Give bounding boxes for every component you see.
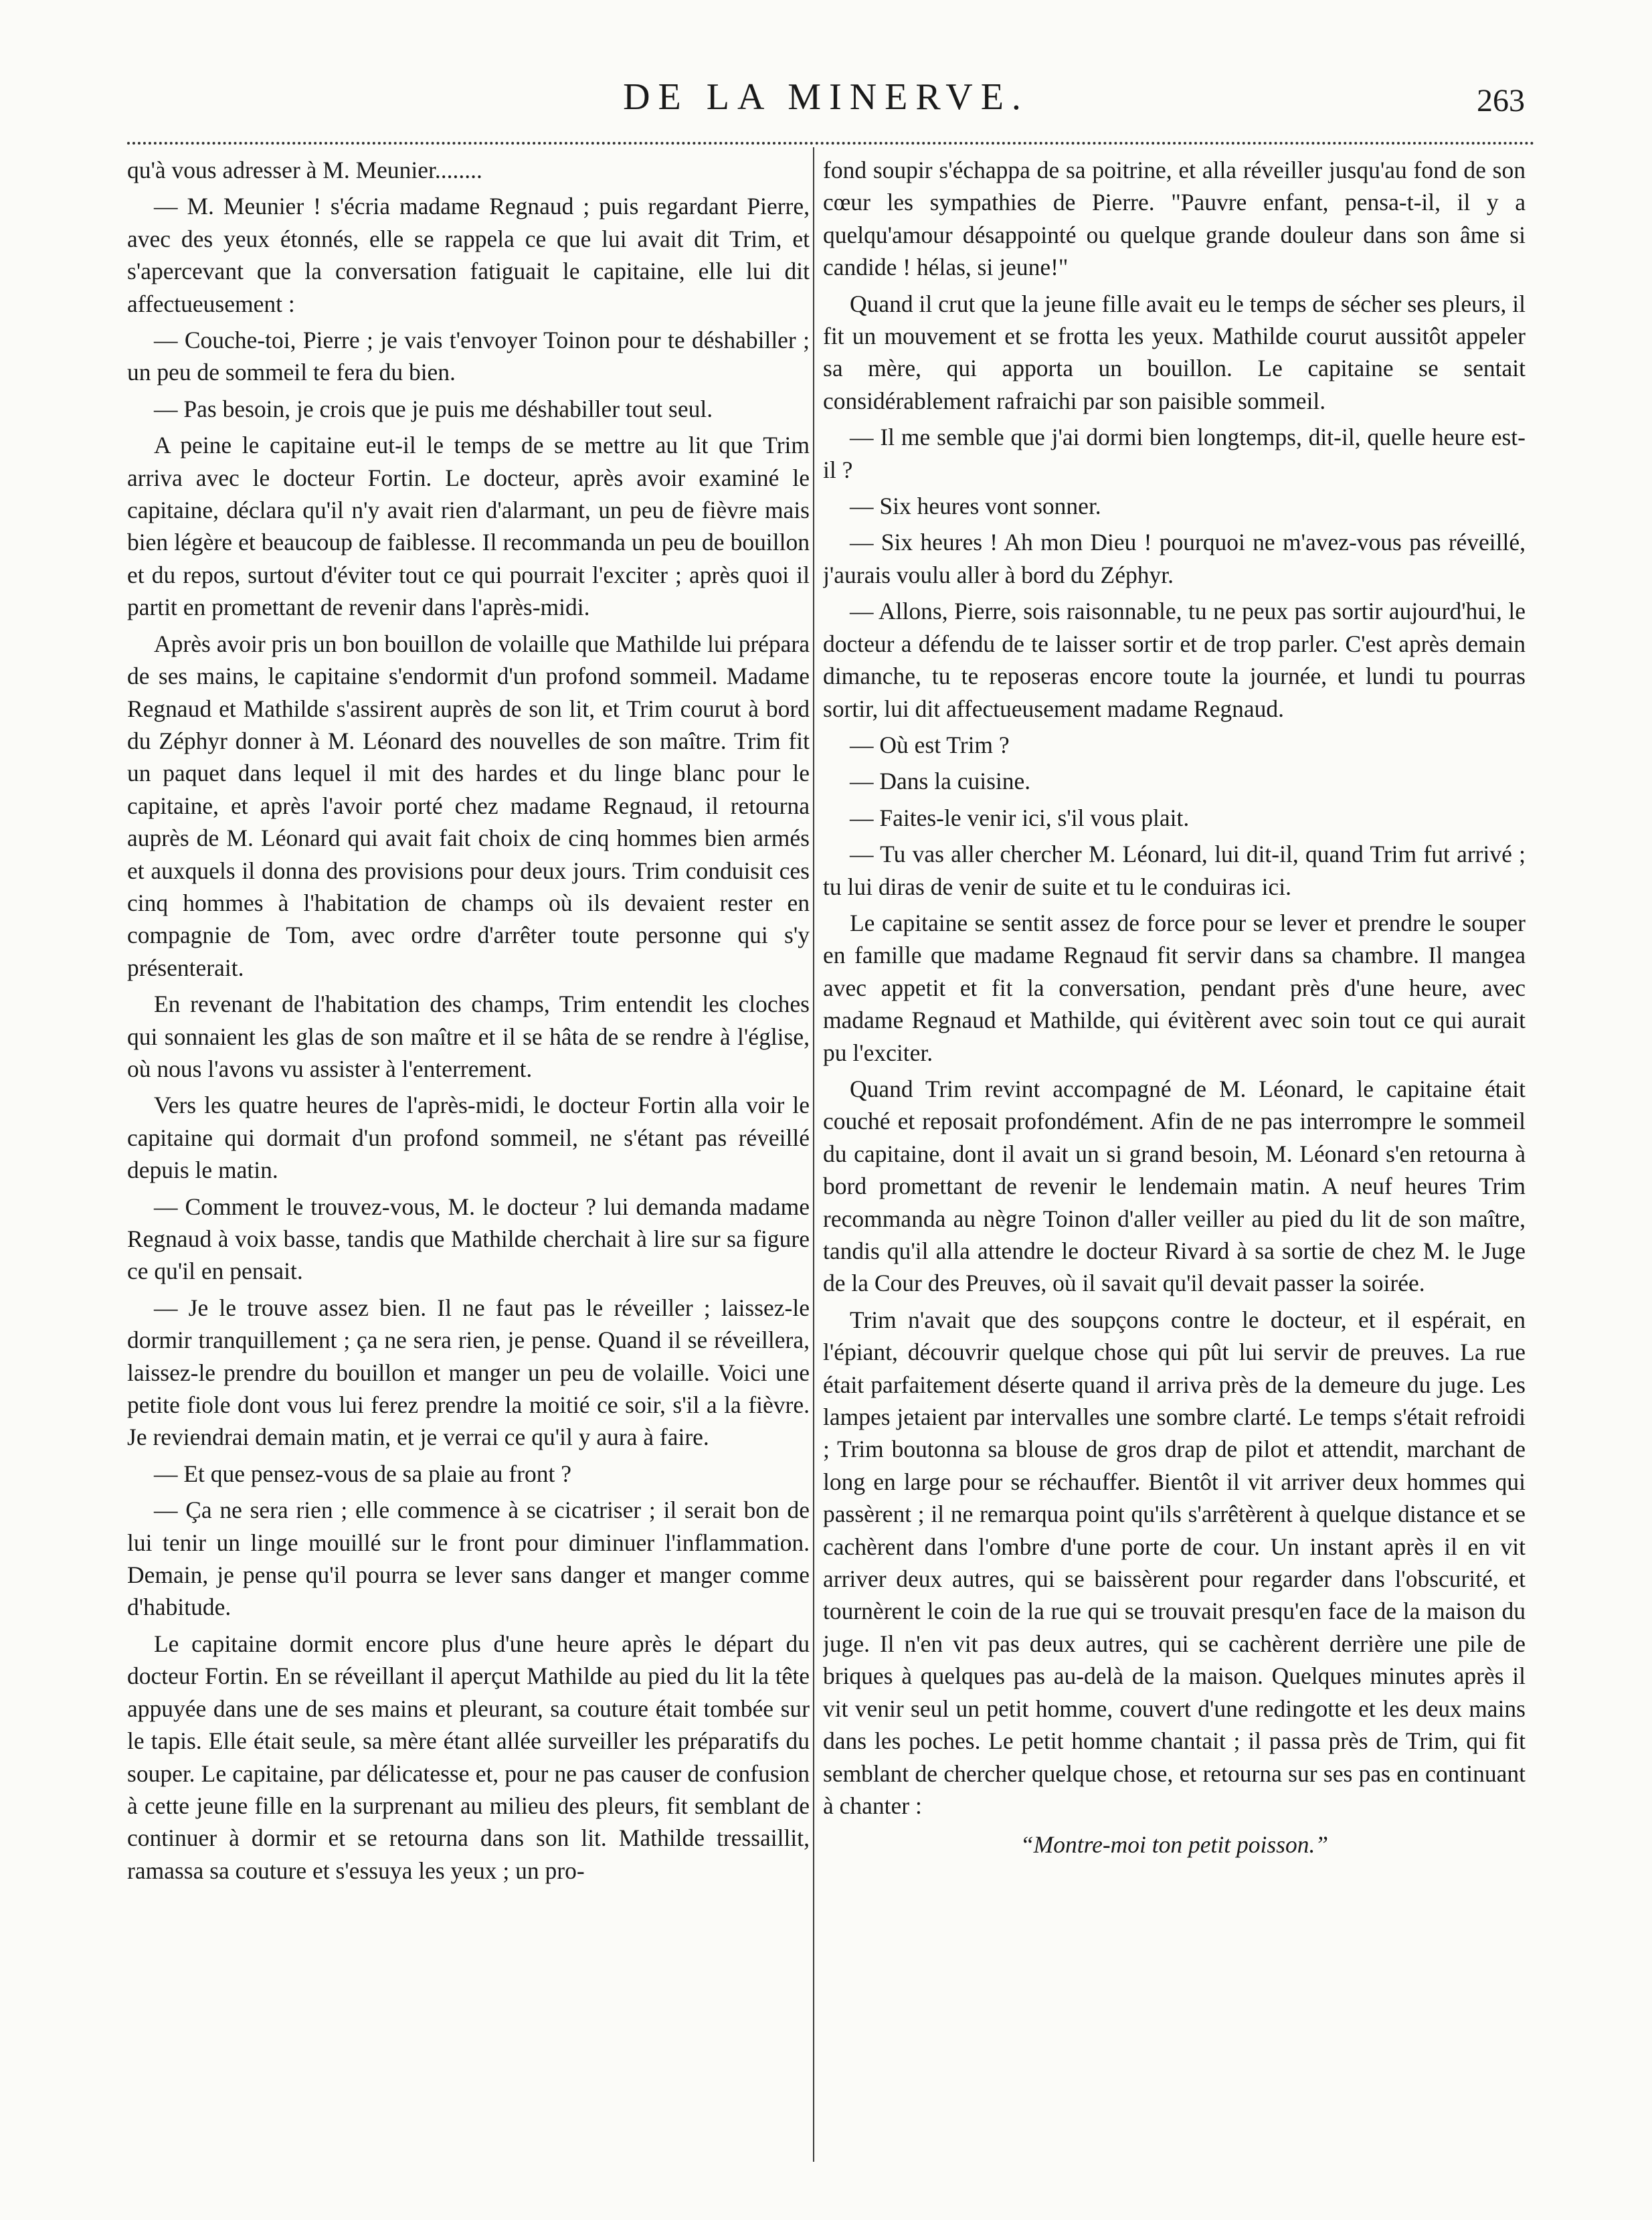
- paragraph: — Tu vas aller chercher M. Léonard, lui dit-il, quand Trim fut arrivé ; tu lui diras de venir de suite et tu le conduiras ici.: [823, 841, 1526, 900]
- paragraph: — Ça ne sera rien ; elle commence à se cicatriser ; il serait bon de lui tenir un linge mouillé sur le front pour diminuer l'inflammation. Demain, je pense qu'il pourra se lever sans danger et manger comme d'habitude.: [127, 1497, 810, 1621]
- paragraph: — M. Meunier ! s'écria madame Regnaud ; puis regardant Pierre, avec des yeux étonnés, elle se rappela ce que lui avait dit Trim, et s'apercevant que la conversation fatiguait le capitaine, elle lui dit affectueusement :: [127, 193, 810, 317]
- running-title: DE LA MINERVE.: [623, 76, 1029, 118]
- paragraph: — Il me semble que j'ai dormi bien longtemps, dit-il, quelle heure est-il ?: [823, 424, 1526, 483]
- paragraph: Le capitaine dormit encore plus d'une heure après le départ du docteur Fortin. En se réveillant il aperçut Mathilde au pied du lit la tête appuyée dans une de ses mains et pleurant, sa couture était tombée sur le tapis. Elle était seule, sa mère étant allée surveiller les préparatifs du souper. Le capitaine, par délicatesse et, pour ne pas causer de confusion à cette jeune fille en la surprenant au milieu des pleurs, fit semblant de continuer à dormir et se retourna dans son lit. Mathilde tressaillit, ramassa sa couture et s'essuya les yeux ; un pro-: [127, 1630, 810, 1884]
- paragraph: Trim n'avait que des soupçons contre le docteur, et il espérait, en l'épiant, découvrir quelque chose qui pût lui servir de preuves. La rue était parfaitement déserte quand il arriva près de la demeure du juge. Les lampes jetaient par intervalles une sombre clarté. Le temps s'était refroidi ; Trim boutonna sa blouse de gros drap de pilot et attendit, marchant de long en large pour se réchauffer. Bientôt il vit arriver deux hommes qui passèrent ; il ne remarqua point qu'ils s'arrêtèrent à quelque distance et se cachèrent dans l'ombre d'une porte de cour. Un instant après il en vit arriver deux autres, qui se baissèrent pour regarder dans l'obscurité, et tournèrent le coin de la rue qui se trouvait presqu'en face de la maison du juge. Il n'en vit pas deux autres, qui se cachèrent derrière une pile de briques à quelques pas au-delà de la maison. Quelques minutes après il vit venir seul un petit homme, couvert d'une redingotte et les deux mains dans les poches. Le petit homme chantait ; il passa près de Trim, qui fit semblant de chercher quelque chose, et retourna sur ses pas en continuant à chanter :: [823, 1306, 1526, 1819]
- paragraph: En revenant de l'habitation des champs, Trim entendit les cloches qui sonnaient les glas de son maître et il se hâta de se rendre à l'église, où nous l'avons vu assister à l'enterrement.: [127, 991, 810, 1082]
- paragraph: qu'à vous adresser à M. Meunier........: [127, 157, 482, 183]
- paragraph: Après avoir pris un bon bouillon de volaille que Mathilde lui prépara de ses mains, le capitaine s'endormit d'un profond sommeil. Madame Regnaud et Mathilde s'assirent auprès de son lit, et Trim courut à bord du Zéphyr donner à M. Léonard des nouvelles de son maître. Trim fit un paquet dans lequel il mit des hardes et du linge blanc pour le capitaine, et après l'avoir porté chez madame Regnaud, il retourna auprès de M. Léonard qui avait fait choix de cinq hommes bien armés et auxquels il donna des provisions pour deux jours. Trim conduisit ces cinq hommes à l'habitation de champs où ils devaient rester en compagnie de Tom, avec ordre d'arrêter toute personne qui s'y présenterait.: [127, 630, 810, 981]
- closing-quote: “Montre-moi ton petit poisson.”: [1020, 1831, 1329, 1859]
- paragraph: Quand il crut que la jeune fille avait eu le temps de sécher ses pleurs, il fit un mouvement et se frotta les yeux. Mathilde courut aussitôt appeler sa mère, qui apporta un bouillon. Le capitaine se sentait considérablement rafraichi par son paisible sommeil.: [823, 290, 1526, 414]
- paragraph: Le capitaine se sentit assez de force pour se lever et prendre le souper en famille que madame Regnaud fit servir dans sa chambre. Il mangea avec appetit et fit la conversation, pendant près d'une heure, avec madame Regnaud et Mathilde, qui évitèrent avec soin tout ce qui aurait pu l'exciter.: [823, 909, 1526, 1066]
- paragraph: — Pas besoin, je crois que je puis me déshabiller tout seul.: [154, 395, 713, 422]
- paragraph: — Je le trouve assez bien. Il ne faut pas le réveiller ; laissez-le dormir tranquillement ; ça ne sera rien, je pense. Quand il se réveillera, laissez-le prendre du bouillon et manger un peu de volaille. Voici une petite fiole dont vous lui ferez prendre la moitié ce soir, s'il a la fièvre. Je reviendrai demain matin, et je verrai ce qu'il y aura à faire.: [127, 1294, 810, 1451]
- paragraph: — Six heures ! Ah mon Dieu ! pourquoi ne m'avez-vous pas réveillé, j'aurais voulu aller à bord du Zéphyr.: [823, 529, 1526, 588]
- left-column: [127, 154, 810, 2155]
- paragraph: — Allons, Pierre, sois raisonnable, tu ne peux pas sortir aujourd'hui, le docteur a défendu de te laisser sortir et de trop parler. C'est après demain dimanche, tu te reposeras encore toute la journée, et lundi tu pourras sortir, lui dit affectueusement madame Regnaud.: [823, 598, 1526, 722]
- paragraph: fond soupir s'échappa de sa poitrine, et alla réveiller jusqu'au fond de son cœur les sympathies de Pierre. "Pauvre enfant, pensa-t-il, il y a quelqu'amour désappointé ou quelque grande douleur dans son âme si candide ! hélas, si jeune!": [823, 157, 1526, 281]
- paragraph: Vers les quatre heures de l'après-midi, le docteur Fortin alla voir le capitaine qui dormait d'un profond sommeil, ne s'étant pas réveillé depuis le matin.: [127, 1092, 810, 1184]
- page-header: [0, 70, 1652, 124]
- page-number: 263: [1477, 83, 1525, 118]
- paragraph: — Où est Trim ?: [850, 731, 1010, 758]
- paragraph: — Dans la cuisine.: [850, 768, 1031, 795]
- paragraph: — Et que pensez-vous de sa plaie au front ?: [154, 1460, 571, 1487]
- paragraph: — Six heures vont sonner.: [850, 493, 1101, 520]
- paragraph: Quand Trim revint accompagné de M. Léonard, le capitaine était couché et reposait profondément. Afin de ne pas interrompre le sommeil du capitaine, dont il avait un si grand besoin, M. Léonard s'en retourna à bord promettant de revenir le lendemain matin. A neuf heures Trim recommanda au nègre Toinon d'aller veiller au pied du lit de son maître, tandis qu'il alla attendre le docteur Rivard à sa sortie de chez M. le Juge de la Cour des Preuves, où il savait qu'il devait passer la soirée.: [823, 1075, 1526, 1297]
- right-column: [823, 154, 1526, 2155]
- paragraph: A peine le capitaine eut-il le temps de se mettre au lit que Trim arriva avec le docteur Fortin. Le docteur, après avoir examiné le capitaine, déclara qu'il n'y avait rien d'alarmant, un peu de fièvre mais bien légère et beaucoup de faiblesse. Il recommanda un peu de bouillon et du repos, surtout d'éviter tout ce qui pourrait l'exciter ; après quoi il partit en promettant de revenir dans l'après-midi.: [127, 432, 810, 621]
- header-rule: [127, 142, 1535, 145]
- paragraph: — Couche-toi, Pierre ; je vais t'envoyer Toinon pour te déshabiller ; un peu de sommeil te fera du bien.: [127, 327, 810, 386]
- paragraph: — Faites-le venir ici, s'il vous plait.: [850, 804, 1190, 831]
- column-divider: [813, 147, 814, 2162]
- paragraph: — Comment le trouvez-vous, M. le docteur ? lui demanda madame Regnaud à voix basse, tandis que Mathilde cherchait à lire sur sa figure ce qu'il en pensait.: [127, 1193, 810, 1285]
